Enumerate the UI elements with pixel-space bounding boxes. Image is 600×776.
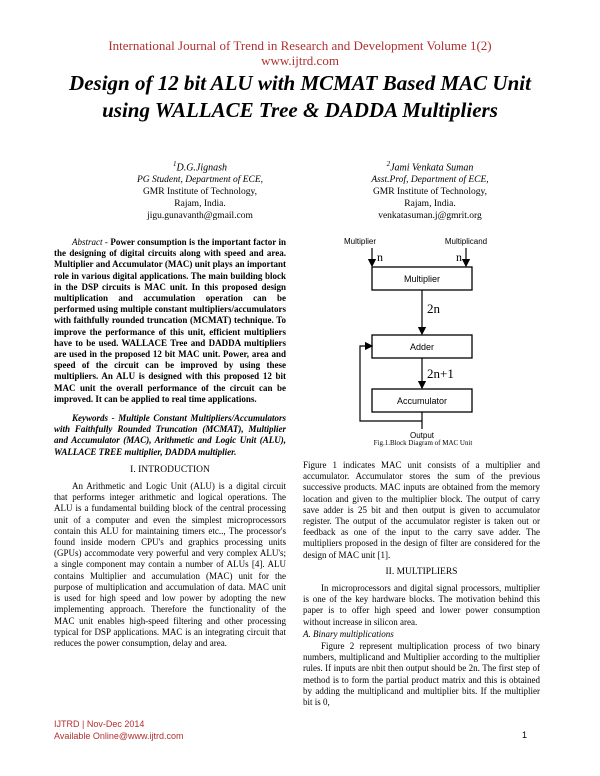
width-label-2n-plus-1: 2n+1 xyxy=(427,366,454,381)
width-label-2n: 2n xyxy=(427,301,440,316)
author-1-name: D.G.Jignash xyxy=(176,162,228,174)
right-column xyxy=(303,460,540,708)
input-multiplier-label: Multiplier xyxy=(343,237,377,246)
journal-name: International Journal of Trend in Research and Development Volume 1(2) xyxy=(108,38,492,53)
page-number: 1 xyxy=(522,730,528,740)
introduction-paragraph: An Arithmetic and Logic Unit (ALU) is a digital circuit that performs integer arithmetic and logical operations. The ALU is a fundamental building block of the central processing unit of a computer and even the simplest microprocessors contain this ALU for maintaining timers etc.., The processor's found inside modern CPU's and graphics processing units (GPUs) accommodate very powerful and very complex ALU's; a single component may contain a number of ALUs [4]. ALU contains Multiplier and accumulation (MAC) unit for the purpose of multiplication and accumulation of data. MAC unit is used for high speed and low power by adopting the new implementing approach. Therefore the functionality of the MAC unit enables high-speed filtering and other processing typical for DSP applications. MAC is an integrating circuit that reduces the power consumption, delay and area. xyxy=(54,481,286,648)
author-2-role: Asst.Prof, Department of ECE, xyxy=(371,175,489,186)
section-heading-multipliers: II. MULTIPLIERS xyxy=(385,566,458,577)
figure-description-paragraph: Figure 1 indicates MAC unit consists of a multiplier and accumulator. Accumulator stores the sum of the previous successive products. MAC inputs are obtained from the memory location and given to the multiplier block. The output of carry save adder is 25 bit and then output is given to accumulator register. The output of the accumulator register is taken out or feedback as one of the input to the carry save adder. The multipliers proposed in the design of filter are considered for the design of MAC unit [1]. xyxy=(303,460,540,560)
mac-block-diagram xyxy=(330,233,520,448)
abstract xyxy=(54,237,286,405)
journal-website: www.ijtrd.com xyxy=(261,53,339,68)
width-label-n-left: n xyxy=(377,250,383,264)
figure-caption: Fig.1.Block Diagram of MAC Unit xyxy=(373,439,473,447)
abstract-text: Power consumption is the important factor in the designing of digital circuits along with speed and area. Multiplier and Accumulator (MAC) unit plays an important role in various digital applications. The main building block in the DSP circuits is MAC unit. In this proposed design multiplication and accumulation operation can be performed using multiple constant multipliers/accumulators with faithfully rounded truncation (MCMAT) technique. To improve the performance of this unit, efficient multipliers have to be used. WALLACE Tree and DADDA multipliers are used in the proposed 12 bit MAC unit. Power, area and speed of the circuit can be improved by using these multipliers. An ALU is designed with this proposed 12 bit MAC unit the overall performance of the circuit can be improved. It can be applied to real time applications. xyxy=(54,237,287,404)
author-1-institute: GMR Institute of Technology, xyxy=(142,187,258,198)
author-2 xyxy=(330,158,530,222)
author-2-institute: GMR Institute of Technology, xyxy=(372,187,488,198)
author-2-number: 2 xyxy=(386,160,391,168)
subsection-binary-multiplications: A. Binary multiplications xyxy=(303,628,394,639)
footer-issue: IJTRD | Nov-Dec 2014 xyxy=(54,719,145,729)
section-heading-introduction: I. INTRODUCTION xyxy=(130,464,210,475)
journal-header xyxy=(0,38,600,68)
author-2-name-line xyxy=(330,158,530,174)
author-2-name: Jami Venkata Suman xyxy=(390,162,474,174)
input-multiplicand-label: Multiplicand xyxy=(444,237,488,246)
accumulator-block-label: Accumulator xyxy=(396,396,448,406)
author-1-name-line xyxy=(100,158,300,174)
author-1-role: PG Student, Department of ECE, xyxy=(136,175,264,186)
keywords: Keywords - Multiple Constant Multipliers/Accumulators with Faithfully Rounded Truncation (MCMAT), Multiplier and Accumulator (MAC), Arithmetic and Logic Unit (ALU), WALLACE TREE multiplier, DADDA multiplier. xyxy=(54,413,286,457)
binary-multiplication-paragraph: Figure 2 represent multiplication process of two binary numbers, multiplicand and Multiplier according to the multiplier rules. If inputs are nbit then output should be 2n. The first step of method is to form the partial product matrix and this is obtained by adding the multiplicand and multiplier bits. If the multiplier bit is 0, xyxy=(303,641,540,708)
multiplier-block-label: Multiplier xyxy=(403,274,441,284)
footer-availability: Available Online@www.ijtrd.com xyxy=(54,731,184,741)
output-label: Output xyxy=(409,431,435,440)
author-1-email: jigu.gunavanth@gmail.com xyxy=(147,211,253,222)
abstract-label: Abstract - xyxy=(72,237,108,247)
author-1-number: 1 xyxy=(172,160,177,168)
multipliers-paragraph: In microprocessors and digital signal processors, multiplier is one of the key hardware blocks. The motivation behind this paper is to offer high speed and lower power consumption without increase in silicon area. xyxy=(303,583,540,627)
author-2-email: venkatasuman.j@gmrit.org xyxy=(378,211,482,222)
author-2-place: Rajam, India. xyxy=(404,199,456,210)
author-1 xyxy=(100,158,300,222)
adder-block-label: Adder xyxy=(409,342,435,352)
footer xyxy=(54,718,184,742)
width-label-n-right: n xyxy=(456,250,462,264)
author-1-place: Rajam, India. xyxy=(174,199,226,210)
paper-title: Design of 12 bit ALU with MCMAT Based MAC Unit using WALLACE Tree & DADDA Multipliers xyxy=(69,71,531,122)
left-column xyxy=(54,237,286,649)
